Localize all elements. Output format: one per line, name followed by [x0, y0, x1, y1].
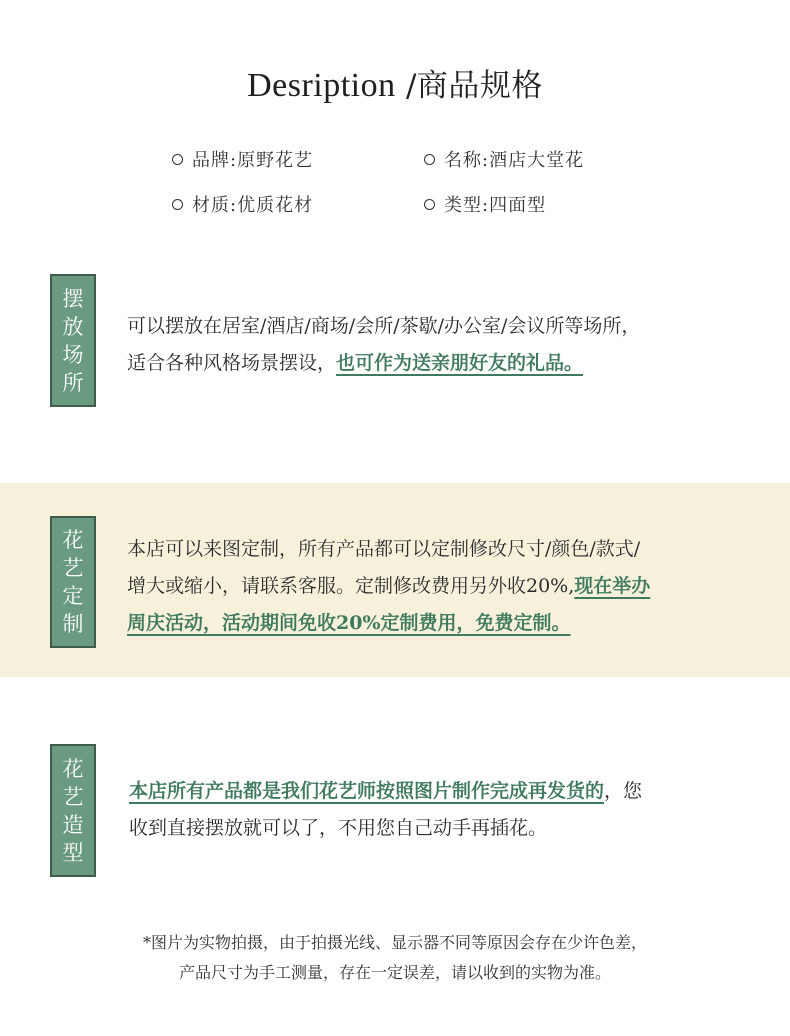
tag-char: 艺: [62, 784, 84, 809]
highlight-text: 周庆活动，活动期间免收20%定制费用，免费定制。: [127, 612, 571, 634]
title-separator: /: [395, 68, 417, 104]
spec-label: 类型:四面型: [444, 195, 547, 216]
section-tag-placement: [50, 274, 96, 407]
tag-char: 艺: [62, 556, 84, 580]
text-segment: ，您: [604, 780, 643, 802]
tag-char: 放: [62, 314, 84, 339]
spec-label: 材质:优质花材: [192, 195, 314, 216]
spec-item-name: [424, 146, 584, 172]
text-segment: 适合各种风格场景摆设，: [127, 352, 337, 374]
spec-label: 品牌:原野花艺: [192, 150, 314, 171]
tag-char: 花: [62, 756, 84, 781]
tag-char: 制: [62, 612, 84, 636]
text-line: 本店可以来图定制，所有产品都可以定制修改尺寸/颜色/款式/: [127, 538, 641, 560]
text-line: 收到直接摆放就可以了，不用您自己动手再插花。: [129, 817, 548, 839]
tag-char: 花: [62, 528, 84, 552]
page-title: [0, 60, 790, 105]
spec-item-type: [424, 191, 546, 217]
footer-note-line1: *图片为实物拍摄，由于拍摄光线、显示器不同等原因会存在少许色差，: [142, 933, 647, 952]
highlight-text: 现在举办: [574, 575, 651, 597]
highlight-text: 本店所有产品都是我们花艺师按照图片制作完成再发货的: [129, 780, 605, 802]
spec-label: 名称:酒店大堂花: [444, 150, 585, 171]
text-line: [129, 773, 642, 810]
section-tag-customization: [50, 516, 96, 648]
section-text-customization: [127, 531, 650, 642]
spec-item-brand: [172, 146, 313, 172]
section-text-placement: [127, 308, 640, 382]
tag-char: 摆: [62, 286, 84, 311]
text-segment: 增大或缩小，请联系客服。定制修改费用另外收20%,: [127, 575, 575, 597]
bullet-circle-icon: [172, 154, 183, 165]
title-english: Desription: [247, 67, 396, 104]
tag-char: 所: [62, 370, 84, 395]
bullet-circle-icon: [424, 154, 435, 165]
section-text-styling: [129, 773, 642, 847]
tag-char: 造: [62, 812, 84, 837]
bullet-circle-icon: [172, 199, 183, 210]
text-line: [127, 568, 650, 605]
tag-char: 定: [62, 584, 84, 608]
tag-char: 场: [62, 342, 84, 367]
section-tag-styling: [50, 744, 96, 877]
bullet-circle-icon: [424, 199, 435, 210]
tag-char: 型: [62, 840, 84, 865]
text-line: [127, 605, 650, 642]
highlight-text: 也可作为送亲朋好友的礼品。: [336, 352, 584, 374]
footer-note-line2: 产品尺寸为手工测量，存在一定误差，请以收到的实物为准。: [178, 963, 611, 982]
text-line: 可以摆放在居室/酒店/商场/会所/茶歇/办公室/会议所等场所，: [127, 315, 641, 337]
text-line: [127, 345, 640, 382]
title-chinese: 商品规格: [416, 68, 543, 104]
spec-item-material: [172, 191, 313, 217]
